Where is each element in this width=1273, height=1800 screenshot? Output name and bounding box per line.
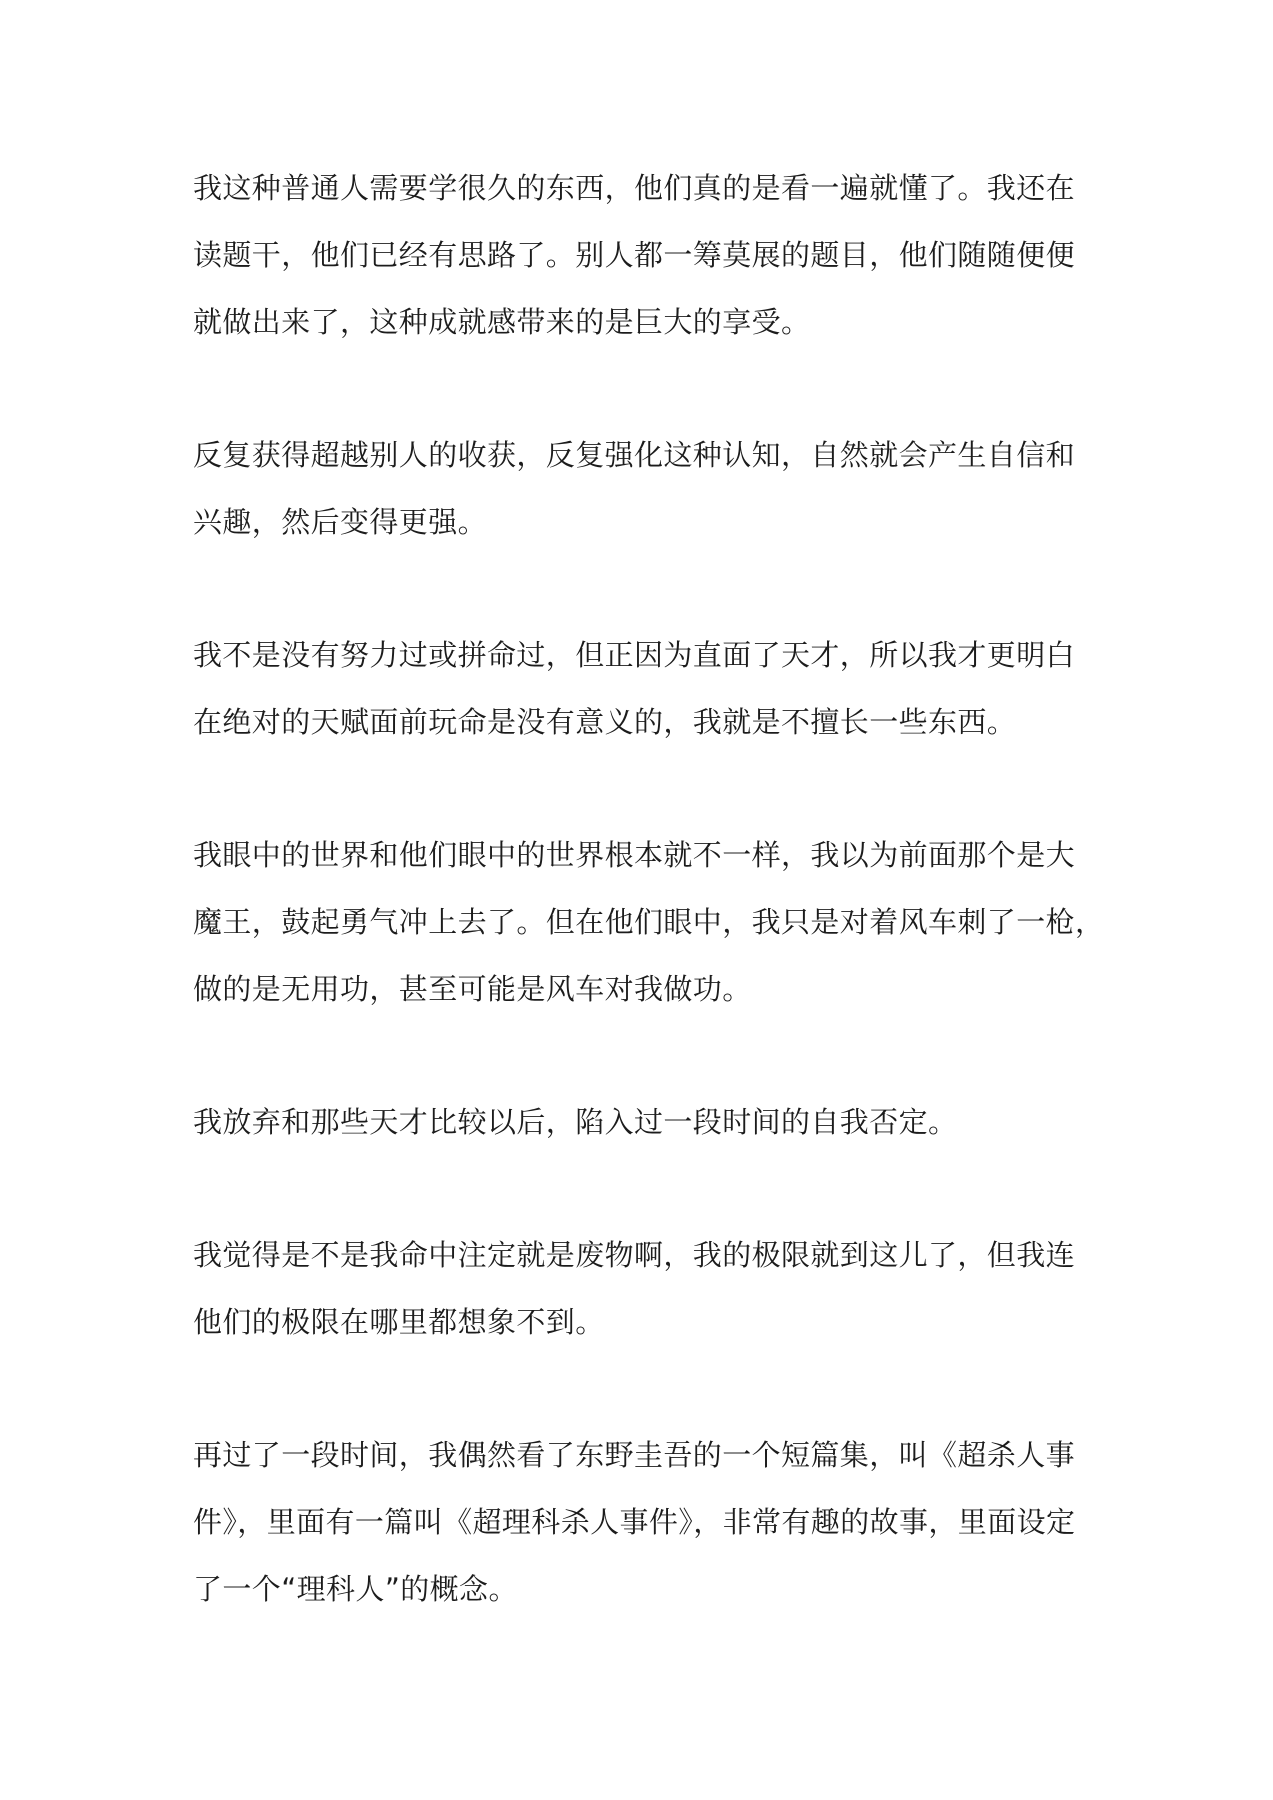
paragraph-line: 他们的极限在哪里都想象不到。: [193, 1305, 605, 1339]
paragraph-line: 读题干，他们已经有思路了。别人都一筹莫展的题目，他们随随便便: [193, 238, 1076, 272]
paragraph-line: 魔王，鼓起勇气冲上去了。但在他们眼中，我只是对着风车刺了一枪，: [193, 905, 1105, 939]
paragraph-line: 我觉得是不是我命中注定就是废物啊，我的极限就到这儿了，但我连: [193, 1238, 1076, 1272]
paragraph-line: 了一个“理科人”的概念。: [193, 1572, 518, 1606]
paragraph-6: [193, 1222, 1093, 1356]
paragraph-line: 在绝对的天赋面前玩命是没有意义的，我就是不擅长一些东西。: [193, 705, 1017, 739]
paragraph-line: 反复获得超越别人的收获，反复强化这种认知，自然就会产生自信和: [193, 438, 1076, 472]
paragraph-3: [193, 622, 1093, 756]
paragraph-line: 我不是没有努力过或拼命过，但正因为直面了天才，所以我才更明白: [193, 638, 1076, 672]
paragraph-line: 再过了一段时间，我偶然看了东野圭吾的一个短篇集，叫《超杀人事: [193, 1438, 1076, 1472]
paragraph-5: [193, 1089, 1093, 1156]
paragraph-line: 我放弃和那些天才比较以后，陷入过一段时间的自我否定。: [193, 1105, 958, 1139]
paragraph-line: 兴趣，然后变得更强。: [193, 505, 488, 539]
paragraph-4: [193, 822, 1105, 1023]
paragraph-line: 就做出来了，这种成就感带来的是巨大的享受。: [193, 305, 811, 339]
paragraph-line: 件》，里面有一篇叫《超理科杀人事件》，非常有趣的故事，里面设定: [193, 1505, 1076, 1539]
paragraph-line: 做的是无用功，甚至可能是风车对我做功。: [193, 972, 752, 1006]
paragraph-1: [193, 155, 1093, 356]
paragraph-line: 我眼中的世界和他们眼中的世界根本就不一样，我以为前面那个是大: [193, 838, 1076, 872]
paragraph-7: [193, 1422, 1093, 1623]
paragraph-2: [193, 422, 1093, 556]
paragraph-line: 我这种普通人需要学很久的东西，他们真的是看一遍就懂了。我还在: [193, 171, 1076, 205]
